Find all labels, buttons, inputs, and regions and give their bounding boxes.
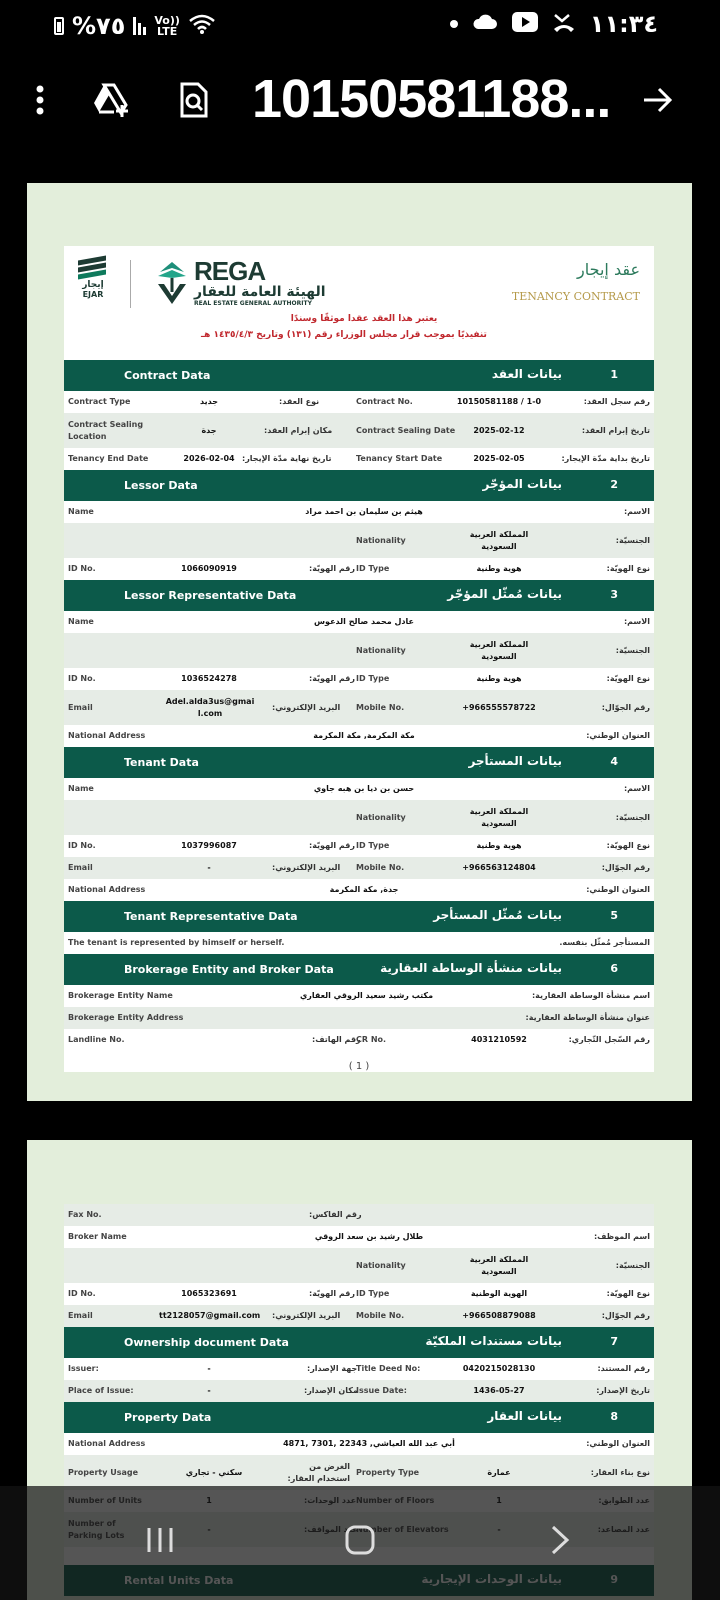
- row-brokerage-name: Brokerage Entity Name مكتب رشيد سعيد الروقي العقاري اسم منشأة الوساطة العقارية:: [64, 985, 654, 1007]
- status-left: [54, 12, 216, 40]
- row-lessor-name: Name هيثم بن سليمان بن احمد مراد الاسم:: [64, 501, 654, 523]
- section-brokerage-data: Brokerage Entity and Broker Data بيانات منشأة الوساطة العقارية 6: [64, 954, 654, 985]
- find-in-page-icon[interactable]: [172, 78, 216, 122]
- missed-call-icon: [552, 11, 576, 37]
- contract-title-ar: عقد إيجار: [577, 260, 640, 279]
- row-tenant-id: ID No. 1037996087 رقم الهويّة: ID Type هوية وطنية نوع الهويّة:: [64, 835, 654, 857]
- battery-percent: %٧٥: [72, 12, 126, 40]
- pdf-page-1: [27, 183, 692, 1101]
- section-lessor-rep-data: Lessor Representative Data بيانات مُمثّل المؤجّر 3: [64, 580, 654, 611]
- section-contract-data: Contract Data بيانات العقد 1: [64, 360, 654, 391]
- row-tenancy-dates: Tenancy End Date 2026-02-04 تاريخ نهاية مدّة الإيجار: Tenancy Start Date 2025-02-05 تاريخ بداية مدّة الإيجار:: [64, 448, 654, 470]
- document-title: 10150581188...: [252, 69, 611, 129]
- row-lessor-rep-id: ID No. 1036524278 رقم الهويّة: ID Type هوية وطنية نوع الهويّة:: [64, 668, 654, 690]
- row-broker-email: Email tt2128057@gmail.com البريد الإلكتروني: Mobile No. +966508879088 رقم الجوّال:: [64, 1305, 654, 1327]
- rega-emblem-icon: [154, 258, 190, 308]
- status-right: [450, 10, 658, 38]
- section-ownership-data: Ownership document Data بيانات مستندات الملكيّة 7: [64, 1327, 654, 1358]
- recent-apps-icon[interactable]: [130, 1510, 190, 1570]
- section-lessor-data: Lessor Data بيانات المؤجّر 2: [64, 470, 654, 501]
- battery-icon: [54, 17, 64, 35]
- row-tenant-rep-note: The tenant is represented by himself or herself. المستأجر مُمثّل بنفسه.: [64, 932, 654, 954]
- legal-note-line1: يعتبر هذا العقد عقدا موثقًا وسندًا: [290, 314, 438, 324]
- row-issuer: Issuer: - جهة الإصدار: Title Deed No: 0420215028130 رقم المستند:: [64, 1358, 654, 1380]
- row-brokerage-address: Brokerage Entity Address عنوان منشأة الوساطة العقارية:: [64, 1007, 654, 1029]
- row-property-usage: Property Usage سكني - تجاري الغرض من استخدام العقار: Property Type عمارة نوع بناء العقار:: [64, 1455, 654, 1490]
- more-options-icon[interactable]: [18, 78, 62, 122]
- arrow-right-icon[interactable]: [636, 78, 680, 122]
- row-contract-location: Contract Sealing Location جدة مكان إبرام العقد: Contract Sealing Date 2025-02-12 تاريخ إبرام العقد:: [64, 413, 654, 448]
- youtube-icon: [512, 12, 538, 36]
- section-tenant-rep-data: Tenant Representative Data بيانات مُمثّل المستأجر 5: [64, 901, 654, 932]
- rega-wordmark: REGA الهيئة العامة للعقار REAL ESTATE GENERAL AUTHORITY: [194, 256, 326, 307]
- row-lessor-id: ID No. 1066090919 رقم الهويّة: ID Type هوية وطنية نوع الهويّة:: [64, 558, 654, 580]
- wifi-icon: [188, 13, 216, 39]
- row-tenant-email: Email - البريد الإلكتروني: Mobile No. +966563124804 رقم الجوّال:: [64, 857, 654, 879]
- system-nav-bar: [0, 1486, 720, 1600]
- status-bar: [0, 0, 720, 52]
- row-broker-nationality: Nationality المملكة العربية السعودية الجنسيّة:: [64, 1248, 654, 1283]
- rega-logo: [154, 258, 190, 312]
- cloud-icon: [472, 13, 498, 35]
- network-label: Vo)) LTE: [154, 14, 180, 38]
- contract-sheet-1: [64, 246, 654, 1072]
- section-tenant-data: Tenant Data بيانات المستأجر 4: [64, 747, 654, 778]
- home-icon[interactable]: [330, 1510, 390, 1570]
- ejar-logo: إيجار EJAR: [78, 258, 108, 299]
- legal-note-line2: تنفيذيًا بموجب قرار مجلس الوزراء رقم (١٣١) وتاريخ ١٤٣٥/٤/٣ هـ: [201, 330, 487, 340]
- row-property-address: National Address أبي عبد الله العياشي, 22343 ,7301 ,4871 العنوان الوطني:: [64, 1433, 654, 1455]
- contract-title-en: TENANCY CONTRACT: [511, 290, 640, 303]
- contract-header: [64, 246, 654, 360]
- dot-icon: [450, 20, 458, 28]
- row-lessor-nationality: Nationality المملكة العربية السعودية الجنسيّة:: [64, 523, 654, 558]
- row-contract-type: Contract Type جديد نوع العقد: Contract No. 10150581188 / 1-0 رقم سجل العقد:: [64, 391, 654, 413]
- back-icon[interactable]: [530, 1510, 590, 1570]
- row-lessor-rep-email: Email Adel.alda3us@gmail.com البريد الإلكتروني: Mobile No. +966555578722 رقم الجوّال:: [64, 690, 654, 725]
- row-broker-name: Broker Name طلال رشيد بن سعد الروقي اسم الموظف:: [64, 1226, 654, 1248]
- clock: ١١:٣٤: [589, 10, 658, 38]
- signal-icon: [133, 17, 146, 35]
- app-toolbar: [0, 60, 720, 140]
- add-to-drive-icon[interactable]: [90, 78, 134, 122]
- row-tenant-name: Name حسن بن ديا بن هبه جاوي الاسم:: [64, 778, 654, 800]
- row-tenant-address: National Address جدة, مكة المكرمة العنوان الوطني:: [64, 879, 654, 901]
- page-number: ( 1 ): [348, 1061, 370, 1072]
- row-lessor-rep-name: Name عادل محمد صالح الدعوس الاسم:: [64, 611, 654, 633]
- row-broker-id: ID No. 1065323691 رقم الهويّة: ID Type الهوية الوطنية نوع الهويّة:: [64, 1283, 654, 1305]
- pdf-viewer[interactable]: [0, 150, 720, 1600]
- row-lessor-rep-address: National Address مكة المكرمة, مكة المكرمة العنوان الوطني:: [64, 725, 654, 747]
- row-lessor-rep-nationality: Nationality المملكة العربية السعودية الجنسيّة:: [64, 633, 654, 668]
- row-tenant-nationality: Nationality المملكة العربية السعودية الجنسيّة:: [64, 800, 654, 835]
- row-place-of-issue: Place of Issue: - مكان الإصدار: Issue Date: 1436-05-27 تاريخ الإصدار:: [64, 1380, 654, 1402]
- row-fax: Fax No. رقم الفاكس:: [64, 1204, 654, 1226]
- row-brokerage-cr: Landline No. رقم الهاتف: CR No. 4031210592 رقم السّجل التّجاري:: [64, 1029, 654, 1051]
- section-property-data: Property Data بيانات العقار 8: [64, 1402, 654, 1433]
